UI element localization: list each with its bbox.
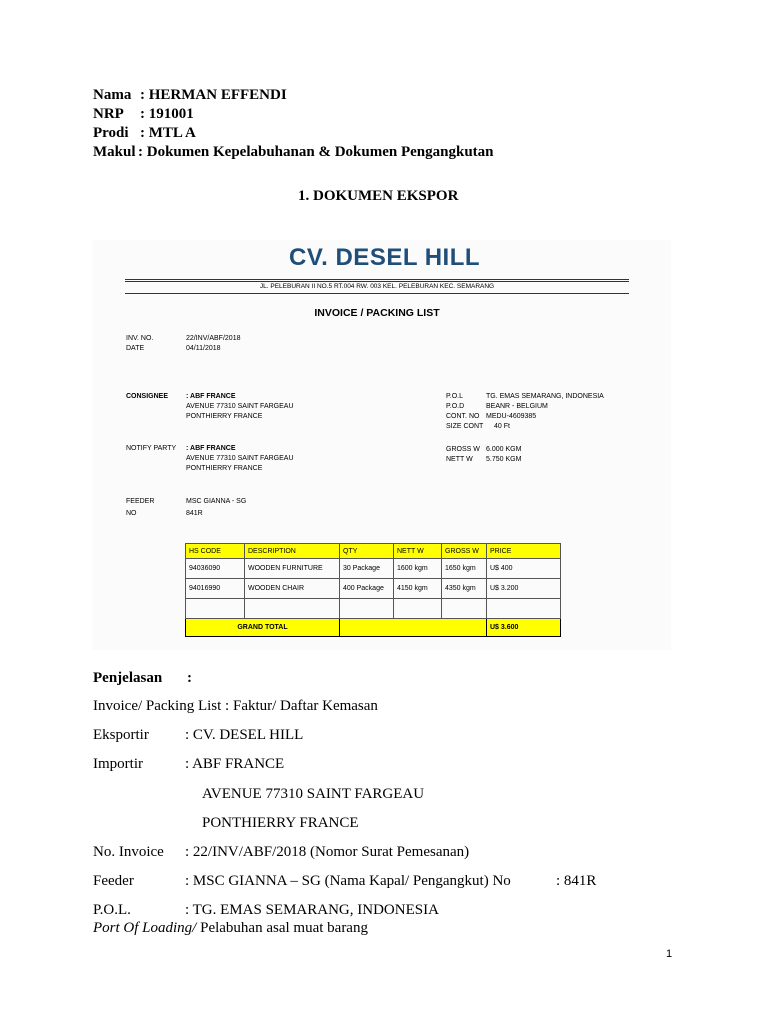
grand-total-label: GRAND TOTAL bbox=[186, 619, 340, 637]
size-label: SIZE CONT bbox=[446, 423, 484, 430]
table-cell: U$ 400 bbox=[487, 559, 561, 579]
divider bbox=[125, 279, 629, 280]
explanation-heading-colon: : bbox=[187, 670, 192, 686]
cont-label: CONT. NO bbox=[446, 413, 480, 420]
pol-description-text: Pelabuhan asal muat barang bbox=[196, 920, 368, 936]
table-cell: 94036090 bbox=[186, 559, 245, 579]
consignee-line: AVENUE 77310 SAINT FARGEAU bbox=[186, 403, 294, 410]
importir-label: Importir bbox=[93, 756, 143, 772]
inv-no-value: 22/INV/ABF/2018 bbox=[186, 335, 241, 342]
column-header: QTY bbox=[340, 544, 394, 559]
no-value: 841R bbox=[186, 510, 203, 517]
pol-value: TG. EMAS SEMARANG, INDONESIA bbox=[486, 393, 604, 400]
column-header: GROSS W bbox=[442, 544, 487, 559]
table-cell: U$ 3.200 bbox=[487, 579, 561, 599]
pol-value: : TG. EMAS SEMARANG, INDONESIA bbox=[185, 902, 439, 918]
table-cell: 94016990 bbox=[186, 579, 245, 599]
notify-label: NOTIFY PARTY bbox=[126, 445, 177, 452]
pol-label: P.O.L. bbox=[93, 902, 131, 918]
table-cell: 4350 kgm bbox=[442, 579, 487, 599]
table-cell: WOODEN CHAIR bbox=[245, 579, 340, 599]
cont-value: MEDU-4609385 bbox=[486, 413, 537, 420]
feeder-value: MSC GIANNA - SG bbox=[186, 498, 247, 505]
invoice-no-value: : 22/INV/ABF/2018 (Nomor Surat Pemesanan) bbox=[185, 844, 470, 860]
column-header: HS CODE bbox=[186, 544, 245, 559]
divider bbox=[125, 293, 629, 294]
eksportir-row bbox=[93, 727, 304, 744]
inv-no-label: INV. NO. bbox=[126, 335, 154, 342]
table-row bbox=[186, 579, 561, 599]
notify-line: PONTHIERRY FRANCE bbox=[186, 465, 263, 472]
feeder-no-value: : 841R bbox=[556, 873, 597, 889]
nett-value: 5.750 KGM bbox=[486, 456, 522, 463]
importir-value: : ABF FRANCE bbox=[185, 756, 285, 772]
notify-line: AVENUE 77310 SAINT FARGEAU bbox=[186, 455, 294, 462]
importir-row bbox=[93, 756, 285, 773]
section-title: 1. DOKUMEN EKSPOR bbox=[298, 188, 459, 204]
gross-label: GROSS W bbox=[446, 446, 480, 453]
items-table bbox=[185, 543, 561, 637]
explanation-heading bbox=[93, 670, 192, 687]
column-header: NETT W bbox=[394, 544, 442, 559]
table-cell: 4150 kgm bbox=[394, 579, 442, 599]
date-value: 04/11/2018 bbox=[186, 345, 221, 352]
feeder-value: : MSC GIANNA – SG (Nama Kapal/ Pengangkut) No bbox=[185, 873, 511, 889]
pol-label: P.O.L bbox=[446, 393, 463, 400]
pod-value: BEANR - BELGIUM bbox=[486, 403, 548, 410]
size-value: 40 Ft bbox=[494, 423, 510, 430]
pol-italic-term: Port Of Loading/ bbox=[93, 920, 197, 936]
nrp-value: : 191001 bbox=[140, 106, 194, 122]
eksportir-value: : CV. DESEL HILL bbox=[185, 727, 304, 743]
feeder-label: Feeder bbox=[93, 873, 134, 889]
table-cell: WOODEN FURNITURE bbox=[245, 559, 340, 579]
divider bbox=[125, 281, 629, 282]
notify-line: : ABF FRANCE bbox=[186, 445, 236, 452]
prodi-label: Prodi bbox=[93, 125, 129, 141]
consignee-line: PONTHIERRY FRANCE bbox=[186, 413, 263, 420]
table-cell: 400 Package bbox=[340, 579, 394, 599]
consignee-line: : ABF FRANCE bbox=[186, 393, 236, 400]
company-address: JL. PELEBURAN II NO.5 RT.004 RW. 003 KEL. PELEBURAN KEC. SEMARANG bbox=[259, 283, 495, 290]
explanation-invoice-line: Invoice/ Packing List : Faktur/ Daftar Kemasan bbox=[93, 698, 378, 714]
importir-address-line: PONTHIERRY FRANCE bbox=[202, 815, 359, 831]
invoice-no-label: No. Invoice bbox=[93, 844, 164, 860]
no-label: NO bbox=[126, 510, 137, 517]
gross-value: 6.000 KGM bbox=[486, 446, 522, 453]
nama-value: : HERMAN EFFENDI bbox=[140, 87, 287, 103]
makul-value: : Dokumen Kepelabuhanan & Dokumen Pengangkutan bbox=[138, 144, 494, 160]
eksportir-label: Eksportir bbox=[93, 727, 149, 743]
pol-description bbox=[93, 920, 368, 937]
table-cell: 1650 kgm bbox=[442, 559, 487, 579]
pod-label: P.O.D bbox=[446, 403, 465, 410]
table-cell: 1600 kgm bbox=[394, 559, 442, 579]
invoice-image bbox=[93, 240, 671, 650]
table-header-row bbox=[186, 544, 561, 559]
nrp-label: NRP bbox=[93, 106, 124, 122]
grand-total-row bbox=[186, 619, 561, 637]
explanation-heading-text: Penjelasan bbox=[93, 670, 163, 686]
pol-row bbox=[93, 902, 439, 919]
invoice-title: INVOICE / PACKING LIST bbox=[314, 307, 440, 319]
prodi-value: : MTL A bbox=[140, 125, 196, 141]
table-row bbox=[186, 559, 561, 579]
column-header: DESCRIPTION bbox=[245, 544, 340, 559]
date-label: DATE bbox=[126, 345, 145, 352]
grand-total-value: U$ 3.600 bbox=[487, 619, 561, 637]
column-header: PRICE bbox=[487, 544, 561, 559]
nett-label: NETT W bbox=[446, 456, 473, 463]
table-row-empty bbox=[186, 599, 561, 619]
feeder-row bbox=[93, 873, 597, 890]
makul-label: Makul bbox=[93, 144, 136, 160]
importir-address-line: AVENUE 77310 SAINT FARGEAU bbox=[202, 786, 425, 802]
table-cell: 30 Package bbox=[340, 559, 394, 579]
nama-label: Nama bbox=[93, 87, 132, 103]
company-name: CV. DESEL HILL bbox=[289, 244, 481, 271]
invoice-no-row bbox=[93, 844, 470, 861]
consignee-label: CONSIGNEE bbox=[126, 393, 169, 400]
page-number: 1 bbox=[666, 948, 673, 960]
feeder-label: FEEDER bbox=[126, 498, 155, 505]
